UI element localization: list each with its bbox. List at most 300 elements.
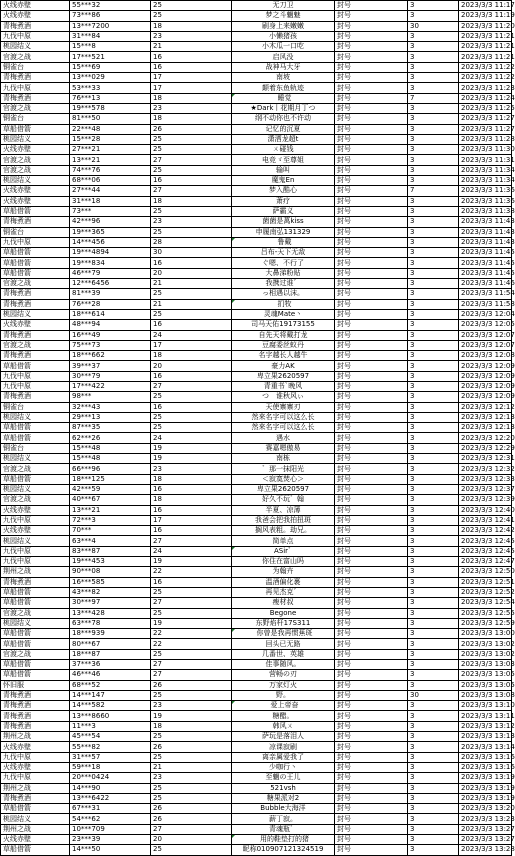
table-row <box>1 835 512 845</box>
table-row <box>1 824 512 834</box>
nickname-cell: 521vsh <box>232 783 335 793</box>
days-cell: 3 <box>408 103 459 113</box>
server-cell: 火线赤壁 <box>1 186 70 196</box>
level-cell: 24 <box>151 330 232 340</box>
days-cell: 3 <box>408 217 459 227</box>
table-row <box>1 629 512 639</box>
days-cell: 7 <box>408 186 459 196</box>
nickname-cell: 离亲属爱我了 <box>232 752 335 762</box>
table-row <box>1 371 512 381</box>
level-cell: 27 <box>151 155 232 165</box>
table-row <box>1 381 512 391</box>
time-cell: 2023/3/3 11:19 <box>459 11 512 21</box>
server-cell: 桃园结义 <box>1 176 70 186</box>
days-cell: 3 <box>408 145 459 155</box>
nickname-cell: 凉课寂刷 <box>232 742 335 752</box>
server-cell: 青梅煮酒 <box>1 711 70 721</box>
days-cell: 3 <box>408 196 459 206</box>
table-row <box>1 217 512 227</box>
level-cell: 21 <box>151 762 232 772</box>
action-cell: 封号 <box>335 351 408 361</box>
table-row <box>1 52 512 62</box>
table-row <box>1 495 512 505</box>
time-cell: 2023/3/3 12:07 <box>459 330 512 340</box>
action-cell: 封号 <box>335 134 408 144</box>
account-cell: 13***029 <box>70 73 151 83</box>
days-cell: 3 <box>408 762 459 772</box>
account-cell: 14***582 <box>70 701 151 711</box>
days-cell: 3 <box>408 155 459 165</box>
server-cell: 铜雀台 <box>1 443 70 453</box>
action-cell: 封号 <box>335 93 408 103</box>
nickname-cell: 纲不动你也不许动 <box>232 114 335 124</box>
cell-marker-icon <box>232 300 235 303</box>
nickname-cell: 糖果派对2 <box>232 793 335 803</box>
days-cell: 3 <box>408 227 459 237</box>
days-cell: 3 <box>408 752 459 762</box>
account-cell: 15***69 <box>70 62 151 72</box>
level-cell: 24 <box>151 546 232 556</box>
level-cell: 23 <box>151 103 232 113</box>
table-row <box>1 690 512 700</box>
table-row <box>1 11 512 21</box>
level-cell: 19 <box>151 557 232 567</box>
level-cell: 18 <box>151 196 232 206</box>
server-cell: 草船借箭 <box>1 639 70 649</box>
time-cell: 2023/3/3 11:20 <box>459 21 512 31</box>
level-cell: 25 <box>151 732 232 742</box>
time-cell: 2023/3/3 11:27 <box>459 124 512 134</box>
level-cell: 25 <box>151 227 232 237</box>
action-cell: 封号 <box>335 649 408 659</box>
nickname-cell: 赛嘉嗯傲易 <box>232 443 335 453</box>
days-cell: 3 <box>408 454 459 464</box>
time-cell: 2023/3/3 11:34 <box>459 165 512 175</box>
server-cell: 火线赤壁 <box>1 835 70 845</box>
account-cell: 14***456 <box>70 237 151 247</box>
nickname-cell: 瘦材叔 <box>232 598 335 608</box>
days-cell: 3 <box>408 237 459 247</box>
level-cell: 23 <box>151 464 232 474</box>
server-cell: 官渡之战 <box>1 608 70 618</box>
table-row <box>1 721 512 731</box>
days-cell: 3 <box>408 783 459 793</box>
table-row <box>1 515 512 525</box>
level-cell: 26 <box>151 742 232 752</box>
time-cell: 2023/3/3 12:13 <box>459 423 512 433</box>
nickname-cell: 战神马大牙 <box>232 62 335 72</box>
server-cell: 九伐中原 <box>1 381 70 391</box>
level-cell: 18 <box>151 114 232 124</box>
nickname-cell: 东野焰杆17S311 <box>232 618 335 628</box>
table-row <box>1 31 512 41</box>
server-cell: 青梅煮酒 <box>1 217 70 227</box>
server-cell: 青梅煮酒 <box>1 721 70 731</box>
server-cell: 草船借箭 <box>1 670 70 680</box>
account-cell: 74***76 <box>70 165 151 175</box>
level-cell: 25 <box>151 309 232 319</box>
table-row <box>1 505 512 515</box>
account-cell: 54***62 <box>70 814 151 824</box>
server-cell: 青梅煮酒 <box>1 289 70 299</box>
server-cell: 青梅煮酒 <box>1 701 70 711</box>
table-row <box>1 402 512 412</box>
action-cell: 封号 <box>335 371 408 381</box>
server-cell: 青梅煮酒 <box>1 577 70 587</box>
action-cell: 封号 <box>335 155 408 165</box>
level-cell: 25 <box>151 587 232 597</box>
table-row <box>1 804 512 814</box>
server-cell: 草船借箭 <box>1 206 70 216</box>
days-cell: 3 <box>408 577 459 587</box>
days-cell: 3 <box>408 433 459 443</box>
account-cell: 72***3 <box>70 515 151 525</box>
level-cell: 22 <box>151 639 232 649</box>
days-cell: 3 <box>408 134 459 144</box>
nickname-cell: 你住在富山吗 <box>232 557 335 567</box>
server-cell: 九伐中原 <box>1 752 70 762</box>
days-cell: 3 <box>408 701 459 711</box>
time-cell: 2023/3/3 11:21 <box>459 31 512 41</box>
time-cell: 2023/3/3 12:41 <box>459 515 512 525</box>
account-cell: 19***4894 <box>70 248 151 258</box>
nickname-cell: 无刀卫 <box>232 1 335 11</box>
action-cell: 封号 <box>335 165 408 175</box>
nickname-cell: 我爸会把我拍扭斑 <box>232 515 335 525</box>
table-row <box>1 845 512 855</box>
level-cell: 16 <box>151 258 232 268</box>
action-cell: 封号 <box>335 248 408 258</box>
account-cell: 15***28 <box>70 134 151 144</box>
account-cell: 31***84 <box>70 31 151 41</box>
level-cell: 27 <box>151 824 232 834</box>
nickname-cell: 南栋 <box>232 454 335 464</box>
level-cell: 25 <box>151 412 232 422</box>
account-cell: 39***37 <box>70 361 151 371</box>
server-cell: 草船借箭 <box>1 248 70 258</box>
table-row <box>1 155 512 165</box>
table-row <box>1 484 512 494</box>
account-cell: 37***36 <box>70 660 151 670</box>
nickname-cell: 你曾是我再惯蕉斑 <box>232 629 335 639</box>
nickname-cell: ASir゛ <box>232 546 335 556</box>
server-cell: 草船借箭 <box>1 258 70 268</box>
nickname-cell: 营畅の刃 <box>232 670 335 680</box>
account-cell: 16***585 <box>70 577 151 587</box>
server-cell: 桃园结义 <box>1 412 70 422</box>
days-cell: 3 <box>408 835 459 845</box>
time-cell: 2023/3/3 13:02 <box>459 649 512 659</box>
level-cell: 27 <box>151 660 232 670</box>
nickname-cell: 记忆的沉夏 <box>232 124 335 134</box>
nickname-cell: ゛那一抹阳光 <box>232 464 335 474</box>
level-cell: 19 <box>151 711 232 721</box>
action-cell: 封号 <box>335 608 408 618</box>
account-cell: 18***662 <box>70 351 151 361</box>
nickname-cell: ㄨ碰钱 <box>232 145 335 155</box>
days-cell: 3 <box>408 309 459 319</box>
days-cell: 3 <box>408 423 459 433</box>
level-cell: 20 <box>151 361 232 371</box>
account-cell: 98*** <box>70 392 151 402</box>
table-row <box>1 567 512 577</box>
table-row <box>1 598 512 608</box>
nickname-cell: 梦之斗魍魅 <box>232 11 335 21</box>
server-cell: 铜雀台 <box>1 114 70 124</box>
level-cell: 23 <box>151 217 232 227</box>
days-cell: 3 <box>408 608 459 618</box>
time-cell: 2023/3/3 13:16 <box>459 762 512 772</box>
server-cell: 草船借箭 <box>1 804 70 814</box>
nickname-cell: 卑立果2620597 <box>232 484 335 494</box>
days-cell: 3 <box>408 670 459 680</box>
nickname-cell: 佳事随风。 <box>232 660 335 670</box>
account-cell: 67***31 <box>70 804 151 814</box>
table-row <box>1 1 512 11</box>
action-cell: 封号 <box>335 567 408 577</box>
level-cell: 18 <box>151 351 232 361</box>
table-row <box>1 670 512 680</box>
table-row <box>1 443 512 453</box>
cell-marker-icon <box>232 547 235 550</box>
level-cell: 26 <box>151 814 232 824</box>
time-cell: 2023/3/3 13:02 <box>459 639 512 649</box>
account-cell: 19***834 <box>70 258 151 268</box>
time-cell: 2023/3/3 11:24 <box>459 93 512 103</box>
time-cell: 2023/3/3 11:58 <box>459 299 512 309</box>
table-row <box>1 299 512 309</box>
level-cell: 25 <box>151 752 232 762</box>
level-cell: 27 <box>151 536 232 546</box>
account-cell: 14***90 <box>70 783 151 793</box>
action-cell: 封号 <box>335 742 408 752</box>
table-row <box>1 742 512 752</box>
table-row <box>1 309 512 319</box>
nickname-cell: 糖醋。 <box>232 711 335 721</box>
action-cell: 封号 <box>335 392 408 402</box>
time-cell: 2023/3/3 13:05 <box>459 680 512 690</box>
server-cell: 青梅煮酒 <box>1 392 70 402</box>
time-cell: 2023/3/3 12:12 <box>459 402 512 412</box>
time-cell: 2023/3/3 12:37 <box>459 484 512 494</box>
nickname-cell: 潇洒龙超t <box>232 134 335 144</box>
nickname-cell: Begone <box>232 608 335 618</box>
days-cell: 3 <box>408 680 459 690</box>
table-row <box>1 124 512 134</box>
action-cell: 封号 <box>335 21 408 31</box>
action-cell: 封号 <box>335 824 408 834</box>
days-cell: 3 <box>408 587 459 597</box>
server-cell: 桃园结义 <box>1 454 70 464</box>
account-cell: 27***21 <box>70 145 151 155</box>
table-row <box>1 83 512 93</box>
server-cell: 青梅煮酒 <box>1 299 70 309</box>
action-cell: 封号 <box>335 206 408 216</box>
time-cell: 2023/3/3 13:00 <box>459 629 512 639</box>
time-cell: 2023/3/3 13:19 <box>459 773 512 783</box>
account-cell: 31***57 <box>70 752 151 762</box>
server-cell: 荆州之战 <box>1 824 70 834</box>
time-cell: 2023/3/3 11:54 <box>459 289 512 299</box>
table-row <box>1 145 512 155</box>
nickname-cell: 灵魂Mate丶 <box>232 309 335 319</box>
account-cell: 19***365 <box>70 227 151 237</box>
account-cell: 90***08 <box>70 567 151 577</box>
table-row <box>1 237 512 247</box>
table-row <box>1 73 512 83</box>
level-cell: 25 <box>151 608 232 618</box>
level-cell: 16 <box>151 52 232 62</box>
server-cell: 铜雀台 <box>1 402 70 412</box>
action-cell: 封号 <box>335 309 408 319</box>
table-row <box>1 330 512 340</box>
action-cell: 封号 <box>335 320 408 330</box>
table-row <box>1 279 512 289</box>
level-cell: 16 <box>151 371 232 381</box>
days-cell: 3 <box>408 402 459 412</box>
time-cell: 2023/3/3 13:23 <box>459 814 512 824</box>
nickname-cell: Bubble大海洋 <box>232 804 335 814</box>
server-cell: 官渡之战 <box>1 103 70 113</box>
nickname-cell: 然来名字可以这么长 <box>232 423 335 433</box>
nickname-cell: 扪牧 <box>232 299 335 309</box>
time-cell: 2023/3/3 13:16 <box>459 752 512 762</box>
days-cell: 3 <box>408 732 459 742</box>
server-cell: 荆州之战 <box>1 732 70 742</box>
level-cell: 21 <box>151 42 232 52</box>
table-row <box>1 227 512 237</box>
table-row <box>1 196 512 206</box>
level-cell: 17 <box>151 340 232 350</box>
level-cell: 25 <box>151 423 232 433</box>
server-cell: 官渡之战 <box>1 340 70 350</box>
action-cell: 封号 <box>335 402 408 412</box>
table-row <box>1 103 512 113</box>
server-cell: 荆州之战 <box>1 567 70 577</box>
server-cell: 草船借箭 <box>1 423 70 433</box>
account-cell: 30***79 <box>70 371 151 381</box>
time-cell: 2023/3/3 11:21 <box>459 52 512 62</box>
days-cell: 3 <box>408 824 459 834</box>
time-cell: 2023/3/3 12:04 <box>459 309 512 319</box>
time-cell: 2023/3/3 11:36 <box>459 196 512 206</box>
level-cell: 28 <box>151 237 232 247</box>
days-cell: 3 <box>408 73 459 83</box>
account-cell: 15***48 <box>70 443 151 453</box>
account-cell: 42***96 <box>70 217 151 227</box>
time-cell: 2023/3/3 11:43 <box>459 237 512 247</box>
action-cell: 封号 <box>335 11 408 21</box>
cell-marker-icon <box>232 238 235 241</box>
days-cell: 3 <box>408 371 459 381</box>
server-cell: 草船借箭 <box>1 845 70 855</box>
time-cell: 2023/3/3 13:11 <box>459 711 512 721</box>
days-cell: 3 <box>408 814 459 824</box>
table-row <box>1 21 512 31</box>
days-cell: 3 <box>408 31 459 41</box>
time-cell: 2023/3/3 11:38 <box>459 206 512 216</box>
nickname-cell: 少咖行丶 <box>232 762 335 772</box>
nickname-cell: 简单点 <box>232 536 335 546</box>
level-cell: 25 <box>151 793 232 803</box>
days-cell: 3 <box>408 598 459 608</box>
nickname-cell: っ相遇以沫。 <box>232 289 335 299</box>
level-cell: 19 <box>151 618 232 628</box>
days-cell: 3 <box>408 124 459 134</box>
account-cell: 73*** <box>70 206 151 216</box>
nickname-cell: 我携过谁゛ <box>232 279 335 289</box>
cell-marker-icon <box>232 94 235 97</box>
days-cell: 3 <box>408 320 459 330</box>
level-cell: 16 <box>151 402 232 412</box>
table-row <box>1 783 512 793</box>
action-cell: 封号 <box>335 114 408 124</box>
nickname-cell: 魔鬼En <box>232 176 335 186</box>
days-cell: 3 <box>408 536 459 546</box>
table-row <box>1 711 512 721</box>
table-row <box>1 680 512 690</box>
time-cell: 2023/3/3 11:36 <box>459 186 512 196</box>
days-cell: 7 <box>408 93 459 103</box>
server-cell: 铜雀台 <box>1 62 70 72</box>
time-cell: 2023/3/3 12:08 <box>459 351 512 361</box>
action-cell: 封号 <box>335 495 408 505</box>
server-cell: 官渡之战 <box>1 279 70 289</box>
account-cell: 19***578 <box>70 103 151 113</box>
table-row <box>1 474 512 484</box>
action-cell: 封号 <box>335 289 408 299</box>
nickname-cell: 至魍の王儿 <box>232 773 335 783</box>
time-cell: 2023/3/3 11:45 <box>459 248 512 258</box>
days-cell: 3 <box>408 845 459 855</box>
table-row <box>1 526 512 536</box>
nickname-cell: 自先天将戴打龙 <box>232 330 335 340</box>
nickname-cell: 爱上帝奋 <box>232 701 335 711</box>
server-cell: 青梅煮酒 <box>1 351 70 361</box>
action-cell: 封号 <box>335 680 408 690</box>
action-cell: 封号 <box>335 773 408 783</box>
action-cell: 封号 <box>335 268 408 278</box>
account-cell: 73***86 <box>70 11 151 21</box>
account-cell: 13***21 <box>70 155 151 165</box>
time-cell: 2023/3/3 13:10 <box>459 701 512 711</box>
account-cell: 63***4 <box>70 536 151 546</box>
level-cell: 25 <box>151 165 232 175</box>
action-cell: 封号 <box>335 62 408 72</box>
account-cell: 13***8660 <box>70 711 151 721</box>
time-cell: 2023/3/3 13:27 <box>459 824 512 834</box>
server-cell: 桃园结义 <box>1 134 70 144</box>
account-cell: 14***147 <box>70 690 151 700</box>
server-cell: 草船借箭 <box>1 587 70 597</box>
table-row <box>1 701 512 711</box>
action-cell: 封号 <box>335 176 408 186</box>
server-cell: 九伐中原 <box>1 546 70 556</box>
time-cell: 2023/3/3 11:22 <box>459 62 512 72</box>
nickname-cell: 卑立果2620597 <box>232 371 335 381</box>
time-cell: 2023/3/3 13:28 <box>459 845 512 855</box>
account-cell: 63***78 <box>70 618 151 628</box>
account-cell: 13***7200 <box>70 21 151 31</box>
table-row <box>1 268 512 278</box>
account-cell: 83***87 <box>70 546 151 556</box>
time-cell: 2023/3/3 13:13 <box>459 732 512 742</box>
server-cell: 九伐中原 <box>1 515 70 525</box>
days-cell: 3 <box>408 351 459 361</box>
table-row <box>1 114 512 124</box>
account-cell: 13***6422 <box>70 793 151 803</box>
level-cell: 25 <box>151 289 232 299</box>
